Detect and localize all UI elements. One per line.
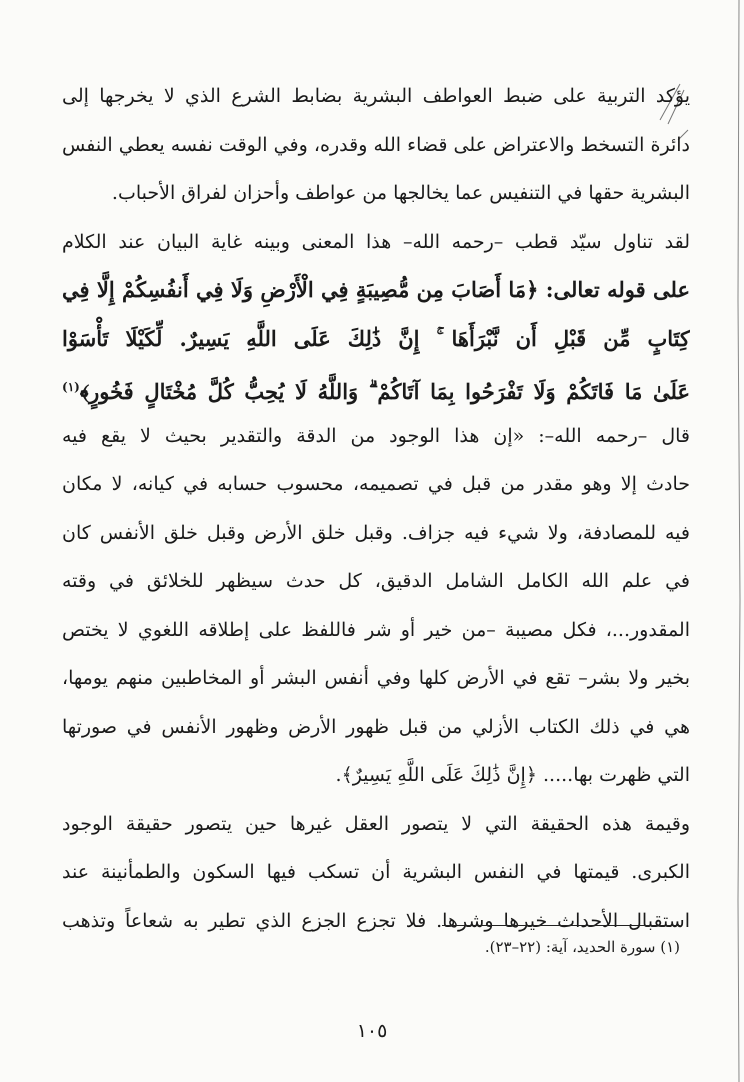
paragraph-2 — [62, 218, 690, 412]
footnote: (١) سورة الحديد، آية: (٢٢–٢٣). — [484, 938, 680, 956]
page-edge-shadow — [735, 0, 744, 1082]
text-line: بخير ولا بشر– تقع في الأرض كلها وفي أنفس البشر أو المخاطبين منهم يومها، — [62, 667, 690, 689]
page-number: ١٠٥ — [356, 1020, 388, 1042]
footnote-reference: (١) — [62, 380, 80, 394]
text-line: المقدور...، فكل مصيبة –من خير أو شر فاللفظ على إطلاقه اللغوي لا يختص — [62, 618, 690, 641]
text-line: لقد تناول سيّد قطب –رحمه الله– هذا المعنى وبينه غاية البيان عند الكلام — [62, 230, 690, 253]
text-line: يؤكد التربية على ضبط العواطف البشرية بضابط الشرع الذي لا يخرجها إلى — [62, 85, 690, 107]
body-text — [62, 72, 690, 945]
paragraph-4 — [62, 800, 690, 946]
text-line: هي في ذلك الكتاب الأزلي من قبل ظهور الأرض وظهور الأنفس في صورتها — [62, 715, 690, 738]
quran-verse-line: كِتَابٍ مِّن قَبْلِ أَن نَّبْرَأَهَا ۚ إِنَّ ذَٰلِكَ عَلَى اللَّهِ يَسِيرٌ. لِّكَيْلَا تَأْسَوْا — [62, 325, 690, 351]
text-line: قال –رحمه الله–: «إن هذا الوجود من الدقة والتقدير بحيث لا يقع فيه — [62, 424, 690, 447]
text-line: الكبرى. قيمتها في النفس البشرية أن تسكب فيها السكون والطمأنينة عند — [62, 861, 690, 883]
text-line: التي ظهرت بها..... ﴿إِنَّ ذَٰلِكَ عَلَى اللَّهِ يَسِيرٌ﴾. — [335, 764, 690, 786]
quran-verse-text: عَلَىٰ مَا فَاتَكُمْ وَلَا تَفْرَحُوا بِمَا آتَاكُمْ ۗ وَاللَّهُ لَا يُحِبُّ كُلَّ مُخْتَالٍ فَخُورٍ﴾ — [79, 379, 690, 404]
quran-verse-line: على قوله تعالى: ﴿مَا أَصَابَ مِن مُّصِيبَةٍ فِي الْأَرْضِ وَلَا فِي أَنفُسِكُمْ إِلَّا فِي — [62, 277, 690, 302]
text-line: وقيمة هذه الحقيقة التي لا يتصور العقل غيرها حين يتصور حقيقة الوجود — [62, 812, 690, 835]
paragraph-3 — [62, 412, 690, 800]
text-line: في علم الله الكامل الشامل الدقيق، كل حدث سيظهر للخلائق في وقته — [62, 570, 690, 592]
paragraph-1 — [62, 72, 690, 218]
footnote-divider — [442, 925, 680, 926]
text-line: فيه للمصادفة، ولا شيء فيه جزاف. وقبل خلق الأرض وقبل خلق الأنفس كان — [62, 521, 690, 544]
text-line: استقبال الأحداث خيرها وشرها. فلا تجزع الجزع الذي تطير به شعاعاً وتذهب — [62, 909, 690, 932]
text-line: البشرية حقها في التنفيس عما يخالجها من عواطف وأحزان لفراق الأحباب. — [111, 182, 690, 204]
quran-verse-line — [62, 363, 690, 412]
text-line: دائرة التسخط والاعتراض على قضاء الله وقدره، وفي الوقت نفسه يعطي النفس — [62, 133, 690, 156]
text-line: حادث إلا وهو مقدر من قبل في تصميمه، محسوب حسابه في كيانه، لا مكان — [62, 473, 690, 495]
